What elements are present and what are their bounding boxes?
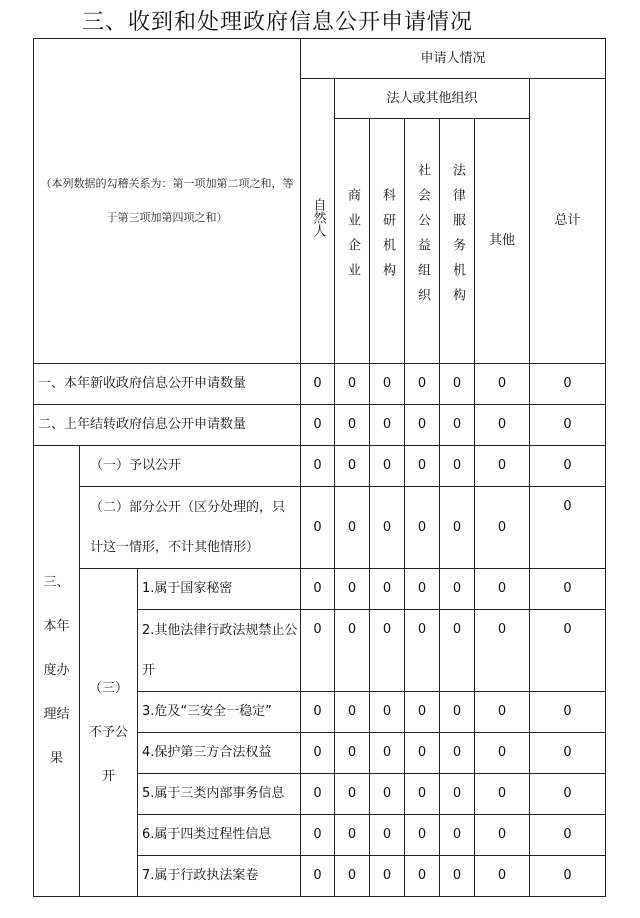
table-row: 一、本年新收政府信息公开申请数量 0 0 0 0 0 0 0 — [34, 364, 606, 405]
col-legal-service: 法律服务机构 — [440, 119, 475, 364]
table-row: 7.属于行政执法案卷 0 0 0 0 0 0 0 — [34, 856, 606, 897]
section3-label: 三、本年度办理结果 — [34, 446, 80, 897]
table-row: （三）不予公开 1.属于国家秘密 0 0 0 0 0 0 0 — [34, 569, 606, 610]
table-row: 2.其他法律行政法规禁止公开 0 0 0 0 0 0 0 — [34, 610, 606, 692]
legal-group-header: 法人或其他组织 — [335, 79, 530, 119]
table-row: 5.属于三类内部事务信息 0 0 0 0 0 0 0 — [34, 774, 606, 815]
table-row: 二、上年结转政府信息公开申请数量 0 0 0 0 0 0 0 — [34, 405, 606, 446]
deny-label: （三）不予公开 — [80, 569, 138, 897]
table-row: 6.属于四类过程性信息 0 0 0 0 0 0 0 — [34, 815, 606, 856]
row-label: 一、本年新收政府信息公开申请数量 — [34, 364, 301, 405]
col-business: 商业企业 — [335, 119, 370, 364]
col-total: 总计 — [530, 79, 606, 364]
applicant-header: 申请人情况 — [301, 39, 606, 79]
col-other: 其他 — [475, 119, 530, 364]
table-row: （二）部分公开（区分处理的，只计这一情形，不计其他情形） 0 0 0 0 0 0 0 — [34, 487, 606, 569]
col-natural-person: 自然人 — [301, 79, 335, 364]
table-row: 4.保护第三方合法权益 0 0 0 0 0 0 0 — [34, 733, 606, 774]
table-row: 三、本年度办理结果 （一）予以公开 0 0 0 0 0 0 0 — [34, 446, 606, 487]
table-note: （本列数据的勾稽关系为：第一项加第二项之和，等于第三项加第四项之和） — [34, 39, 301, 364]
application-stats-table — [33, 38, 606, 897]
table-row: 3.危及“三安全一稳定” 0 0 0 0 0 0 0 — [34, 692, 606, 733]
col-research: 科研机构 — [370, 119, 405, 364]
row-label: 二、上年结转政府信息公开申请数量 — [34, 405, 301, 446]
section-title: 三、收到和处理政府信息公开申请情况 — [82, 10, 474, 35]
col-social: 社会公益组织 — [405, 119, 440, 364]
